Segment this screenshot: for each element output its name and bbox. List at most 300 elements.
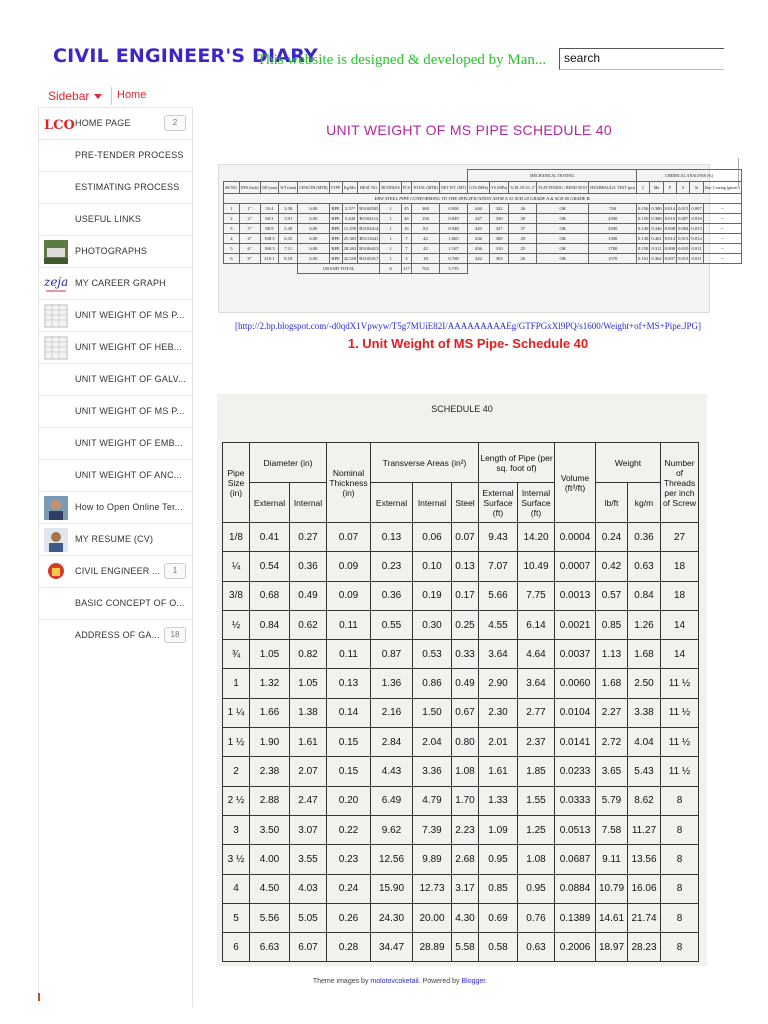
table-cell: 33.4 <box>260 204 279 214</box>
table-cell: 0.849 <box>439 214 467 224</box>
table-cell: 0.008 <box>663 244 676 254</box>
table-cell: 2 ½ <box>223 786 250 815</box>
table-cell: B3104505 <box>358 204 380 214</box>
header-row <box>223 443 699 483</box>
table-cell: 3 <box>224 224 240 234</box>
table-cell: 0.380 <box>650 214 663 224</box>
table-cell: 1 ½ <box>223 728 250 757</box>
table-cell: 28.23 <box>628 933 661 962</box>
column-header: kg/m <box>628 483 661 523</box>
table-cell: 0.004 <box>677 224 690 234</box>
sidebar-item[interactable] <box>38 235 192 267</box>
column-header: NPS (inch) <box>239 182 260 194</box>
table-cell: 2" <box>239 214 260 224</box>
table-cell: 1 <box>380 224 401 234</box>
sidebar-item-label: MY RESUME (CV) <box>75 534 154 544</box>
table-cell: 3 <box>223 815 250 844</box>
table-cell: 6.49 <box>371 786 413 815</box>
table-cell: 1" <box>239 204 260 214</box>
table-cell: B3105417 <box>358 254 380 264</box>
table-cell: 0.0141 <box>555 728 596 757</box>
table-cell: 6.00 <box>298 224 329 234</box>
table-cell: 4.55 <box>479 610 518 639</box>
table-cell: 2.01 <box>479 728 518 757</box>
schedule-40-table <box>222 442 699 962</box>
table-cell: 0.158 <box>637 244 650 254</box>
table-cell: 0.84 <box>628 581 661 610</box>
table-cell: 1 <box>223 669 250 698</box>
column-header: SR NO. <box>224 182 240 194</box>
sidebar-item[interactable] <box>38 331 192 363</box>
table-cell: -- <box>703 204 741 214</box>
table-cell: 0.62 <box>290 610 327 639</box>
site-tagline: This website is designed & developed by Man... <box>257 52 547 68</box>
table-cell: OK <box>537 234 589 244</box>
column-header: Pipe Size (in) <box>223 443 250 523</box>
sidebar-item[interactable] <box>38 459 192 491</box>
table-cell: 0.0037 <box>555 640 596 669</box>
table-cell: 2.16 <box>371 698 413 727</box>
table-cell: 0.0884 <box>555 874 596 903</box>
table-cell: 6.14 <box>518 610 555 639</box>
table-cell: 2.30 <box>479 698 518 727</box>
table-cell: 8 <box>661 933 699 962</box>
table-cell: 0.011 <box>690 254 703 264</box>
table-cell: 1 ¼ <box>223 698 250 727</box>
table-row <box>223 903 699 932</box>
table-cell: 447 <box>468 214 490 224</box>
table-cell: 2.50 <box>628 669 661 698</box>
table-cell: 0.58 <box>479 933 518 962</box>
sidebar-button[interactable] <box>48 89 102 103</box>
table-cell: 7 <box>401 244 411 254</box>
table-cell: 0.20 <box>327 786 371 815</box>
group-header: MECHANICAL TESTING <box>468 170 637 182</box>
table-cell: 3.38 <box>628 698 661 727</box>
table-cell: 1.85 <box>518 757 555 786</box>
subheader-row <box>223 483 699 523</box>
table-cell: 0.0021 <box>555 610 596 639</box>
table-cell: 20.00 <box>413 903 452 932</box>
table-cell: 6.00 <box>298 234 329 244</box>
table-cell: 330 <box>489 214 508 224</box>
table-cell: 2.23 <box>452 815 479 844</box>
table-cell: 0.010 <box>677 244 690 254</box>
table-cell: 0.1389 <box>555 903 596 932</box>
column-header: HYADRAULIC TEST (psi) <box>589 182 637 194</box>
table-row <box>223 698 699 727</box>
column-header: YS (MPa) <box>489 182 508 194</box>
table-cell: 5.49 <box>279 224 298 234</box>
table-cell: OK <box>537 254 589 264</box>
table-cell: 0.13 <box>452 552 479 581</box>
home-link[interactable]: Home <box>117 89 147 101</box>
table-row <box>224 234 742 244</box>
table-cell: 45 <box>401 204 411 214</box>
table-cell: 3.07 <box>290 815 327 844</box>
table-cell: 30 <box>509 214 537 224</box>
table-cell: 1 <box>380 234 401 244</box>
table-cell: 2.72 <box>596 728 628 757</box>
table-cell: 2.37 <box>518 728 555 757</box>
table-cell: 9.62 <box>371 815 413 844</box>
sidebar <box>38 107 193 1007</box>
table-cell: OK <box>537 224 589 234</box>
pipe-test-certificate-image[interactable] <box>218 164 740 313</box>
sidebar-item-label: MY CAREER GRAPH <box>75 278 166 288</box>
table-cell: 4" <box>239 234 260 244</box>
table-cell: 3/8 <box>223 581 250 610</box>
table-cell: BPE <box>329 254 342 264</box>
table-row <box>223 786 699 815</box>
column-header: Zinc Coating (gm/m²) <box>703 182 741 194</box>
svg-text:LCO: LCO <box>44 118 75 133</box>
sidebar-item[interactable] <box>38 427 192 459</box>
column-header: Transverse Areas (in²) <box>371 443 479 483</box>
table-cell: 0.013 <box>677 204 690 214</box>
sidebar-item-label: HOME PAGE <box>75 118 131 128</box>
table-cell: 219.1 <box>260 254 279 264</box>
column-header: Volume (ft³/ft) <box>555 443 596 523</box>
table-cell: 6 <box>224 254 240 264</box>
table-cell: 0.07 <box>327 523 371 552</box>
table-cell: 3.50 <box>250 815 290 844</box>
schedule-title: SCHEDULE 40 <box>431 404 493 414</box>
sidebar-item[interactable] <box>38 555 192 587</box>
table-cell: 12.73 <box>413 874 452 903</box>
column-header: External <box>250 483 290 523</box>
table-row <box>223 523 699 552</box>
site-title[interactable]: CIVIL ENGINEER'S DIARY <box>53 45 318 67</box>
sidebar-item[interactable] <box>38 107 192 139</box>
table-cell: 0.09 <box>327 581 371 610</box>
column-header: Mn <box>650 182 663 194</box>
column-header: Diameter (in) <box>250 443 327 483</box>
table-cell: 156 <box>411 214 439 224</box>
table-cell: 1.61 <box>479 757 518 786</box>
table-cell: 5.58 <box>452 933 479 962</box>
table-cell: 2.90 <box>479 669 518 698</box>
sidebar-item[interactable] <box>38 299 192 331</box>
sidebar-item[interactable] <box>38 171 192 203</box>
table-cell: 0.69 <box>479 903 518 932</box>
sidebar-item-label: ESTIMATING PROCESS <box>75 182 180 192</box>
footer-prefix: Theme images by <box>312 978 369 985</box>
table-cell: 7 <box>401 234 411 244</box>
table-cell: OK <box>537 214 589 224</box>
grand-total-cell: 117 <box>401 264 411 274</box>
table-cell: 1 <box>380 204 401 214</box>
column-header: Internal Surface (ft) <box>518 483 555 523</box>
table-cell: 1780 <box>589 244 637 254</box>
table-cell: 0.161 <box>637 254 650 264</box>
table-cell: 3.91 <box>279 214 298 224</box>
schedule-40-image[interactable] <box>217 394 707 966</box>
sidebar-item-thumbnail <box>44 240 68 264</box>
table-cell: 11 ½ <box>661 698 699 727</box>
table-cell: 8.62 <box>628 786 661 815</box>
image-link[interactable]: [http://2.bp.blogspot.com/-d0qdX1Vpwyw/T5g7MUiE82I/AAAAAAAAAEg/GTFPGxXl9PQ/s1600/Weight+of+MS+Pipe.JPG] <box>234 321 701 331</box>
table-cell: 1.33 <box>479 786 518 815</box>
theme-author-link[interactable]: molotovcoketail <box>370 978 419 985</box>
table-cell: 0.82 <box>290 640 327 669</box>
footer <box>200 978 600 985</box>
table-cell: 9.11 <box>596 845 628 874</box>
table-cell: 5.66 <box>479 581 518 610</box>
table-cell: 6 <box>223 933 250 962</box>
table-cell: 0.948 <box>439 224 467 234</box>
table-cell: 9.89 <box>413 845 452 874</box>
table-row <box>224 224 742 234</box>
sidebar-item-label: UNIT WEIGHT OF HEB... <box>75 342 182 352</box>
table-cell: 14.20 <box>518 523 555 552</box>
column-header: OD (mm) <box>260 182 279 194</box>
table-cell: 10.79 <box>596 874 628 903</box>
test-certificate-table <box>223 169 742 274</box>
table-cell: 16 <box>401 224 411 234</box>
table-cell: 0.85 <box>479 874 518 903</box>
table-cell: 0.0007 <box>555 552 596 581</box>
table-cell: 0.27 <box>290 523 327 552</box>
table-cell: 60.3 <box>260 214 279 224</box>
table-cell: 3.38 <box>279 204 298 214</box>
table-cell: -- <box>703 244 741 254</box>
table-row <box>223 757 699 786</box>
table-cell: 0.28 <box>327 933 371 962</box>
sidebar-item[interactable] <box>38 587 192 619</box>
table-cell: 6.63 <box>250 933 290 962</box>
table-cell: 0.150 <box>637 214 650 224</box>
table-cell: 1 <box>380 214 401 224</box>
table-cell: BPE <box>329 244 342 254</box>
table-cell: B3113441 <box>358 234 380 244</box>
table-cell: 0.95 <box>518 874 555 903</box>
sidebar-item-label: UNIT WEIGHT OF MS P... <box>75 406 185 416</box>
table-cell: 3 <box>401 254 411 264</box>
table-cell: 0.380 <box>650 204 663 214</box>
table-cell: 0.0104 <box>555 698 596 727</box>
table-cell: 1.66 <box>250 698 290 727</box>
table-row <box>223 640 699 669</box>
table-cell: 6.07 <box>290 933 327 962</box>
sidebar-item[interactable] <box>38 203 192 235</box>
table-cell: 5.79 <box>596 786 628 815</box>
table-cell: 2500 <box>589 214 637 224</box>
sidebar-item-label: BASIC CONCEPT OF O... <box>75 598 185 608</box>
table-cell: 0.15 <box>327 728 371 757</box>
table-cell: 21.74 <box>628 903 661 932</box>
grand-total-label: GRAND TOTAL <box>298 264 380 274</box>
table-cell: 0.19 <box>413 581 452 610</box>
table-cell: 7.58 <box>596 815 628 844</box>
table-row <box>223 845 699 874</box>
column-header: TOTAL (MTR) <box>411 182 439 194</box>
table-cell: 0.80 <box>452 728 479 757</box>
table-cell: 0.15 <box>327 757 371 786</box>
table-cell: 0.24 <box>596 523 628 552</box>
sidebar-item[interactable] <box>38 395 192 427</box>
table-cell: 0.311 <box>650 244 663 254</box>
table-cell: BPE <box>329 214 342 224</box>
comment-count-badge: 2 <box>164 115 186 131</box>
sidebar-item-label: ADDRESS OF GA... <box>75 630 160 640</box>
table-cell: 3.36 <box>413 757 452 786</box>
table-cell: 18 <box>661 581 699 610</box>
column-header: Si <box>690 182 703 194</box>
table-cell: 1.32 <box>250 669 290 698</box>
table-cell: 4.64 <box>518 640 555 669</box>
sidebar-button-label: Sidebar <box>48 89 90 103</box>
svg-text:zeja: zeja <box>44 275 69 289</box>
column-header: lb/ft <box>596 483 628 523</box>
table-cell: 3.64 <box>518 669 555 698</box>
table-cell: OK <box>537 244 589 254</box>
table-cell: 37 <box>509 224 537 234</box>
table-cell: ¾ <box>223 640 250 669</box>
table-cell: 1.25 <box>518 815 555 844</box>
table-cell: 6.00 <box>298 244 329 254</box>
table-cell: 0.06 <box>413 523 452 552</box>
divider <box>111 87 112 105</box>
table-cell: 2.84 <box>371 728 413 757</box>
table-cell: 0.010 <box>690 214 703 224</box>
sidebar-item[interactable] <box>38 267 192 299</box>
sidebar-item-label: UNIT WEIGHT OF ANC... <box>75 470 182 480</box>
table-cell: 42.550 <box>342 254 358 264</box>
table-cell: 2.07 <box>290 757 327 786</box>
table-cell: 0.149 <box>637 224 650 234</box>
table-cell: 18 <box>411 254 439 264</box>
table-cell: 8 <box>661 786 699 815</box>
table-cell: B3104112 <box>358 214 380 224</box>
table-cell: 42 <box>411 234 439 244</box>
table-cell: 0.156 <box>637 204 650 214</box>
sidebar-item[interactable] <box>38 139 192 171</box>
table-cell: 443 <box>468 224 490 234</box>
sidebar-item-label: How to Open Online Ter... <box>75 502 183 512</box>
table-cell: 0.014 <box>663 204 676 214</box>
table-cell: 436 <box>468 244 490 254</box>
footer-middle: . Powered by <box>418 978 460 985</box>
table-cell: 26 <box>509 254 537 264</box>
table-cell: 0.013 <box>677 254 690 264</box>
sidebar-item[interactable] <box>38 363 192 395</box>
table-cell: 3 ½ <box>223 845 250 874</box>
table-cell: 0.36 <box>628 523 661 552</box>
search-input[interactable]: search <box>559 48 724 70</box>
table-cell: 2.27 <box>596 698 628 727</box>
table-cell: 84 <box>411 224 439 234</box>
sidebar-item-thumbnail <box>44 272 68 296</box>
sidebar-item[interactable] <box>38 523 192 555</box>
table-cell: 0.11 <box>327 610 371 639</box>
table-cell: 5.440 <box>342 214 358 224</box>
table-cell: 8.18 <box>279 254 298 264</box>
table-cell: 0.14 <box>327 698 371 727</box>
group-header-row <box>224 170 742 182</box>
table-cell: 0.0333 <box>555 786 596 815</box>
table-cell: 1.26 <box>628 610 661 639</box>
table-cell: BPE <box>329 234 342 244</box>
table-cell: 0.24 <box>327 874 371 903</box>
table-cell: 322 <box>489 204 508 214</box>
table-row <box>223 581 699 610</box>
table-cell: 0.68 <box>250 581 290 610</box>
table-cell: 0.2006 <box>555 933 596 962</box>
table-cell: 0.007 <box>677 214 690 224</box>
table-cell: B3106413 <box>358 244 380 254</box>
table-cell: 0.57 <box>596 581 628 610</box>
column-header: TYPE <box>329 182 342 194</box>
table-cell: 6.00 <box>298 204 329 214</box>
column-header: FLATTENING / BEND TEST <box>537 182 589 194</box>
table-cell: 0.23 <box>371 552 413 581</box>
table-cell: 7.75 <box>518 581 555 610</box>
table-cell: 0.007 <box>663 254 676 264</box>
column-header: P <box>663 182 676 194</box>
sidebar-item[interactable] <box>38 619 192 651</box>
sidebar-item-label: UNIT WEIGHT OF MS P... <box>75 310 185 320</box>
table-cell: 28.89 <box>413 933 452 962</box>
table-cell: 0.63 <box>518 933 555 962</box>
sidebar-item[interactable] <box>38 491 192 523</box>
table-cell: 25 <box>509 244 537 254</box>
table-cell: 442 <box>468 254 490 264</box>
table-cell: 360 <box>411 204 439 214</box>
table-cell: 28.263 <box>342 244 358 254</box>
table-cell: 0.85 <box>596 610 628 639</box>
table-cell: 1.38 <box>290 698 327 727</box>
table-cell: BPE <box>329 204 342 214</box>
table-cell: 0.36 <box>290 552 327 581</box>
table-cell: 1.167 <box>439 244 467 254</box>
table-cell: 3" <box>239 224 260 234</box>
table-cell: 0.26 <box>327 903 371 932</box>
table-cell: 2.68 <box>452 845 479 874</box>
table-cell: 10.49 <box>518 552 555 581</box>
group-header: CHEMICAL ANALYSIS (%) <box>637 170 742 182</box>
sidebar-item-label: CIVIL ENGINEER ... <box>75 566 161 576</box>
table-cell: 1.065 <box>439 234 467 244</box>
table-cell: 0.007 <box>690 204 703 214</box>
table-cell: 108.3 <box>260 234 279 244</box>
table-cell: 9.43 <box>479 523 518 552</box>
table-row <box>223 933 699 962</box>
table-cell: 1 <box>224 204 240 214</box>
table-cell: 0.008 <box>663 224 676 234</box>
table-cell: 6.00 <box>298 214 329 224</box>
table-cell: 0.07 <box>452 523 479 552</box>
table-cell: 34.47 <box>371 933 413 962</box>
table-cell: 4.04 <box>628 728 661 757</box>
table-cell: 7.39 <box>413 815 452 844</box>
table-cell: 8 <box>661 815 699 844</box>
comment-count-badge: 18 <box>164 627 186 643</box>
table-cell: 1.61 <box>290 728 327 757</box>
table-cell: 0.900 <box>439 204 467 214</box>
table-cell: 3.65 <box>596 757 628 786</box>
table-cell: 0.54 <box>250 552 290 581</box>
table-cell: 1.08 <box>452 757 479 786</box>
table-cell: 0.014 <box>690 234 703 244</box>
table-cell: 303 <box>489 254 508 264</box>
table-row <box>224 254 742 264</box>
table-cell: 42 <box>411 244 439 254</box>
table-cell: 0.84 <box>250 610 290 639</box>
blogger-link[interactable]: Blogger <box>461 978 486 985</box>
sidebar-item-thumbnail <box>44 560 68 584</box>
table-cell: 0.346 <box>650 224 663 234</box>
